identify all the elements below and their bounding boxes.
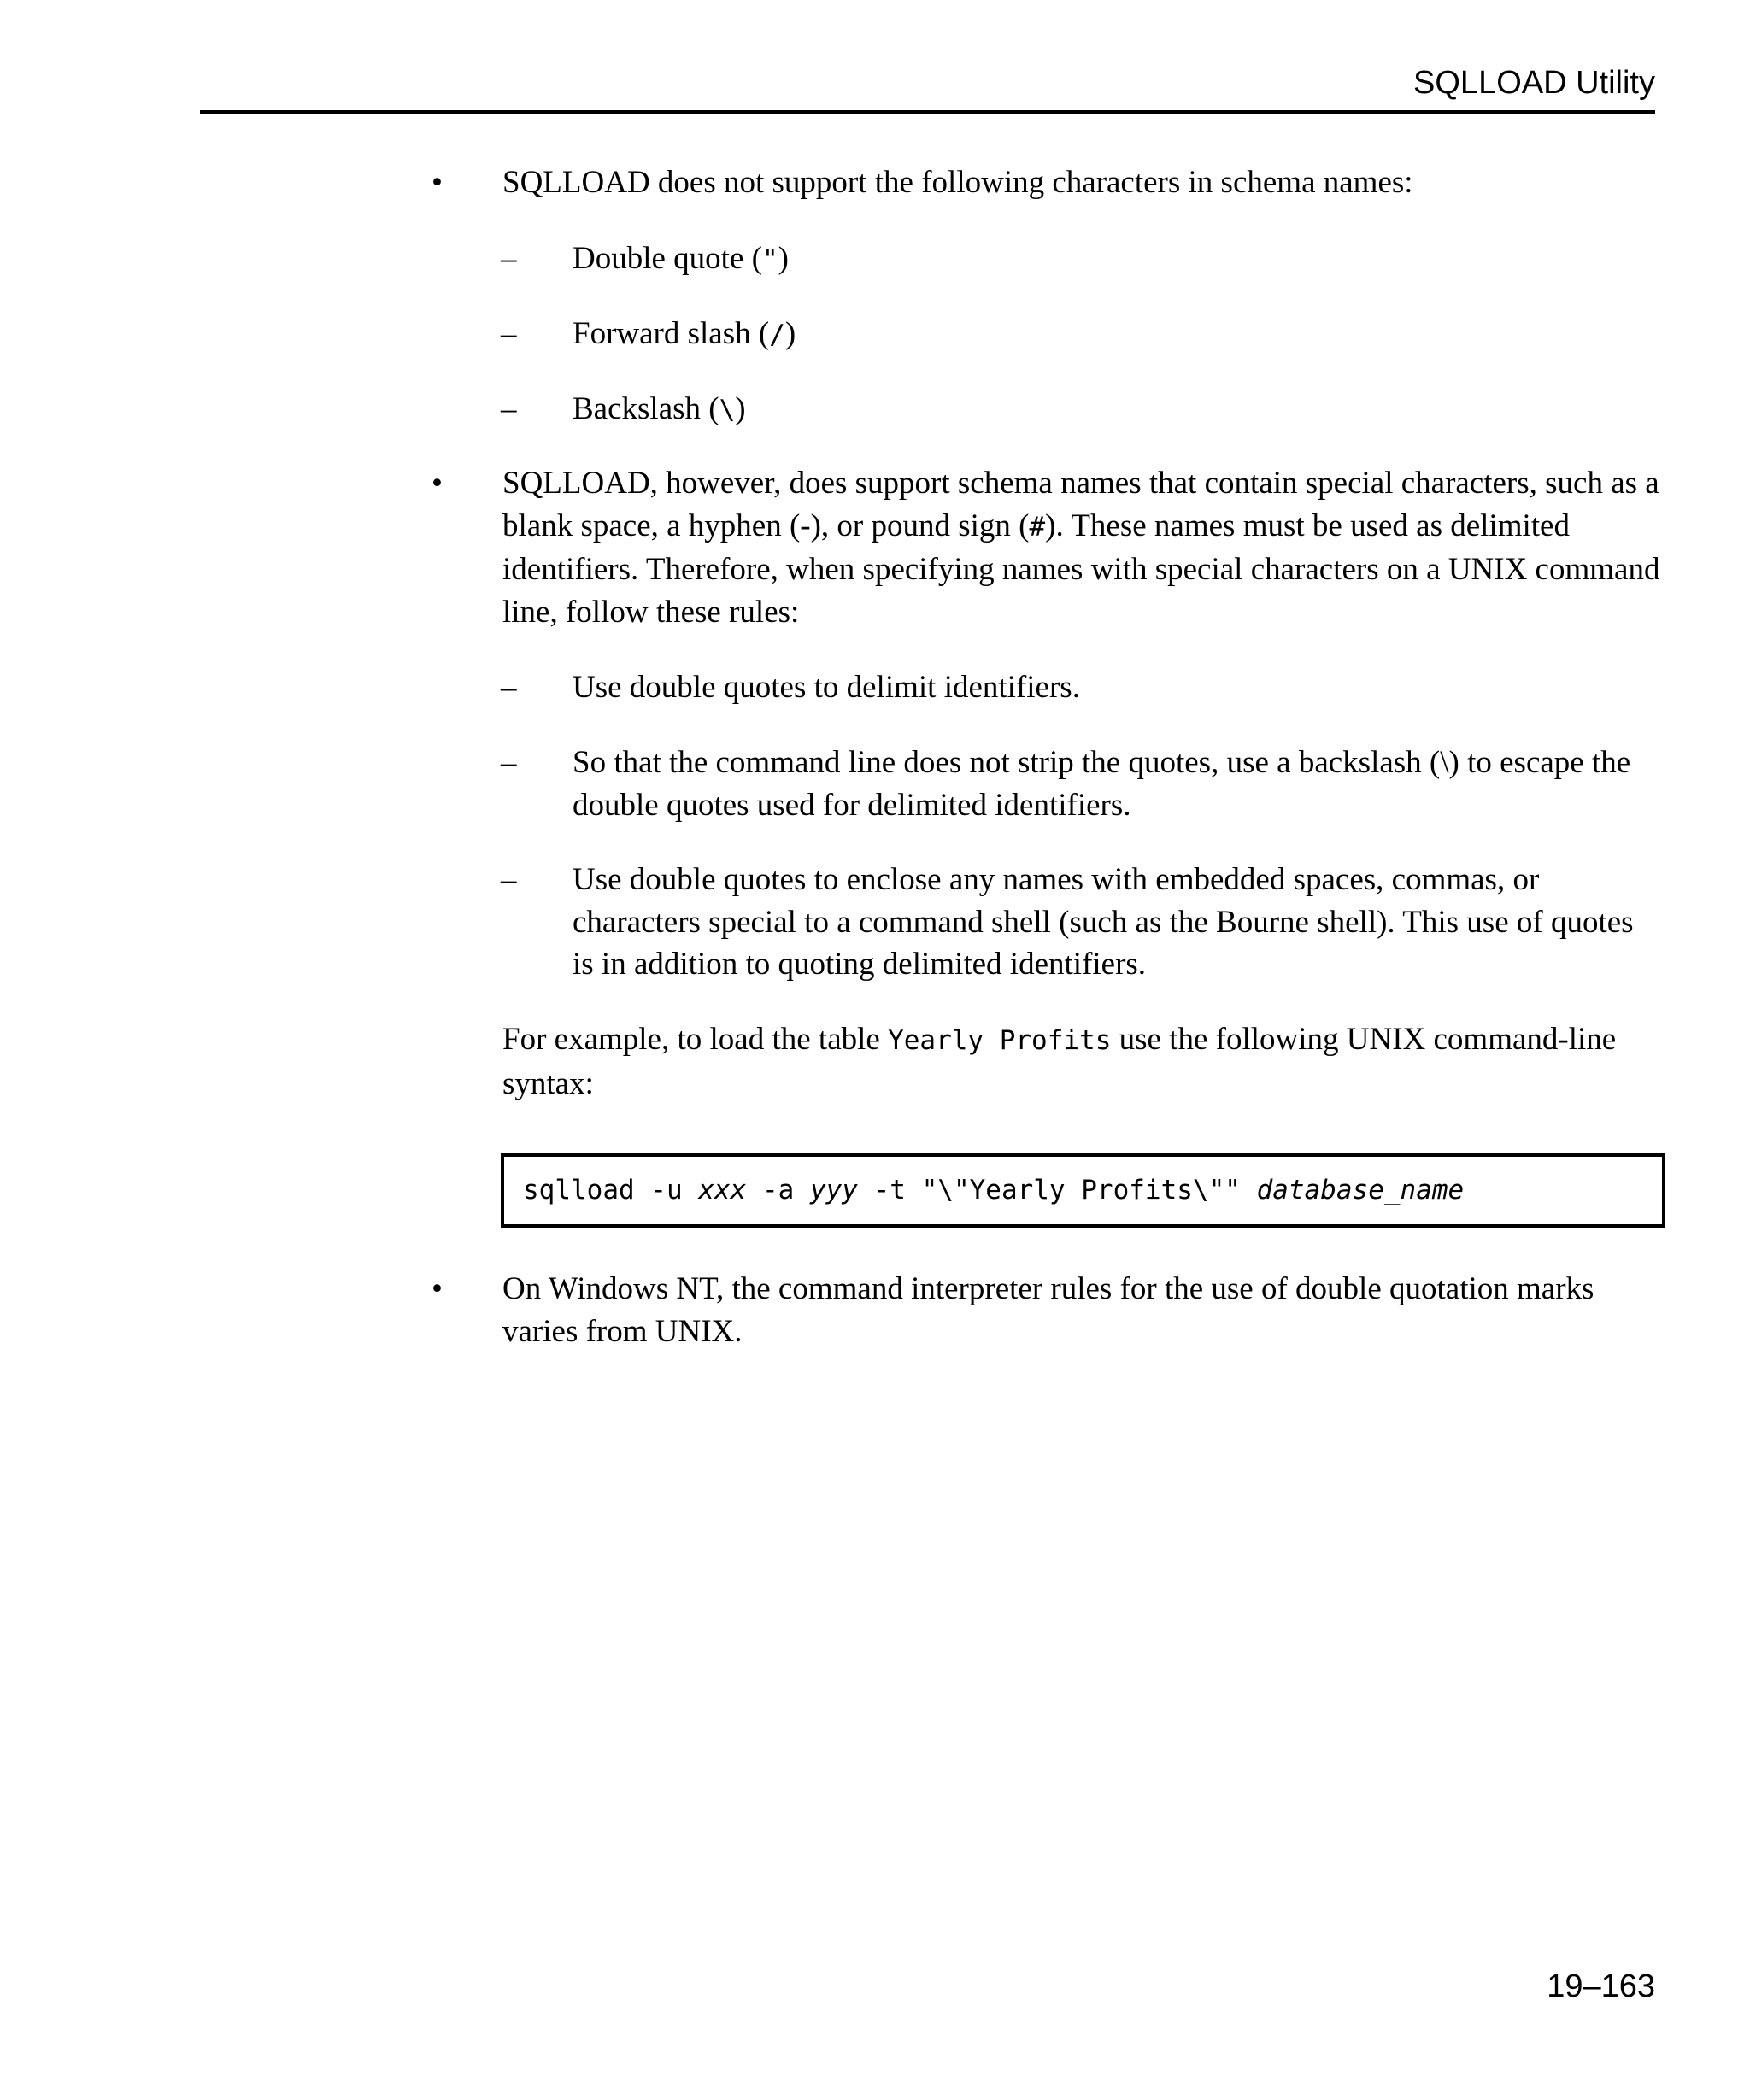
text-part: ). These names must be used as delimited identifiers. Therefore, when specifying names with special characters on a UNIX command line, follow these rules: bbox=[502, 507, 1660, 630]
dash-marker: – bbox=[501, 391, 517, 426]
item-label: Forward slash ( bbox=[573, 316, 770, 351]
list-item-forward-slash bbox=[573, 313, 1662, 357]
dash-marker: – bbox=[501, 316, 517, 351]
code-cmd: sqlload -u bbox=[523, 1175, 699, 1205]
bullet-marker: • bbox=[432, 165, 443, 200]
dash-marker: – bbox=[501, 745, 517, 780]
inline-code-table-name: Yearly Profits bbox=[888, 1025, 1112, 1056]
item-label: Backslash ( bbox=[573, 391, 719, 426]
item-symbol: / bbox=[769, 320, 785, 350]
bullet-marker: • bbox=[432, 466, 443, 501]
dash-marker: – bbox=[501, 241, 517, 276]
text-part: For example, to load the table bbox=[502, 1022, 889, 1057]
bullet-marker: • bbox=[432, 1271, 443, 1306]
item-close: ) bbox=[784, 316, 796, 351]
bullet-text-special-chars bbox=[502, 462, 1665, 633]
dash-marker: – bbox=[501, 670, 517, 705]
item-close: ) bbox=[735, 391, 746, 426]
item-symbol: " bbox=[761, 244, 778, 275]
example-paragraph bbox=[502, 1018, 1665, 1105]
text-part: SQLLOAD, however, does support schema names that contain special characters, such as a blank space, a hyphen (-), or pound sign ( bbox=[502, 466, 1659, 543]
rule-item-escape: So that the command line does not strip the quotes, use a backslash (\) to escape the double quotes used for delimited identifiers. bbox=[573, 745, 1631, 823]
code-line bbox=[523, 1177, 1464, 1204]
list-item-double-quote bbox=[573, 238, 1662, 282]
code-user-placeholder: xxx bbox=[698, 1175, 747, 1205]
pound-symbol: # bbox=[1029, 511, 1046, 543]
code-flag-t: -t "\"Yearly Profits\"" bbox=[857, 1175, 1257, 1205]
running-header-title: SQLLOAD Utility bbox=[1413, 65, 1655, 101]
code-db-placeholder: database_name bbox=[1256, 1175, 1465, 1205]
item-symbol: \ bbox=[719, 395, 736, 425]
bullet-text-unsupported-chars: SQLLOAD does not support the following characters in schema names: bbox=[502, 165, 1413, 200]
page-number: 19–163 bbox=[1547, 1968, 1655, 2004]
code-block bbox=[501, 1153, 1665, 1228]
item-close: ) bbox=[778, 241, 789, 276]
list-item-backslash bbox=[573, 388, 1662, 432]
bullet-text-windows-nt: On Windows NT, the command interpreter rules for the use of double quotation marks varies from UNIX. bbox=[502, 1271, 1594, 1349]
code-flag-a: -a bbox=[746, 1175, 810, 1205]
rule-item-delimit: Use double quotes to delimit identifiers. bbox=[573, 670, 1080, 705]
code-pass-placeholder: yyy bbox=[809, 1175, 858, 1205]
item-label: Double quote ( bbox=[573, 241, 762, 276]
rule-item-enclose: Use double quotes to enclose any names with embedded spaces, commas, or characters special to a command shell (such as the Bourne shell). This use of quotes is in addition to quoting delimited identifiers. bbox=[573, 862, 1634, 982]
dash-marker: – bbox=[501, 862, 517, 897]
text-part: use the following UNIX command-line syntax: bbox=[502, 1022, 1617, 1101]
header-rule bbox=[200, 110, 1655, 114]
